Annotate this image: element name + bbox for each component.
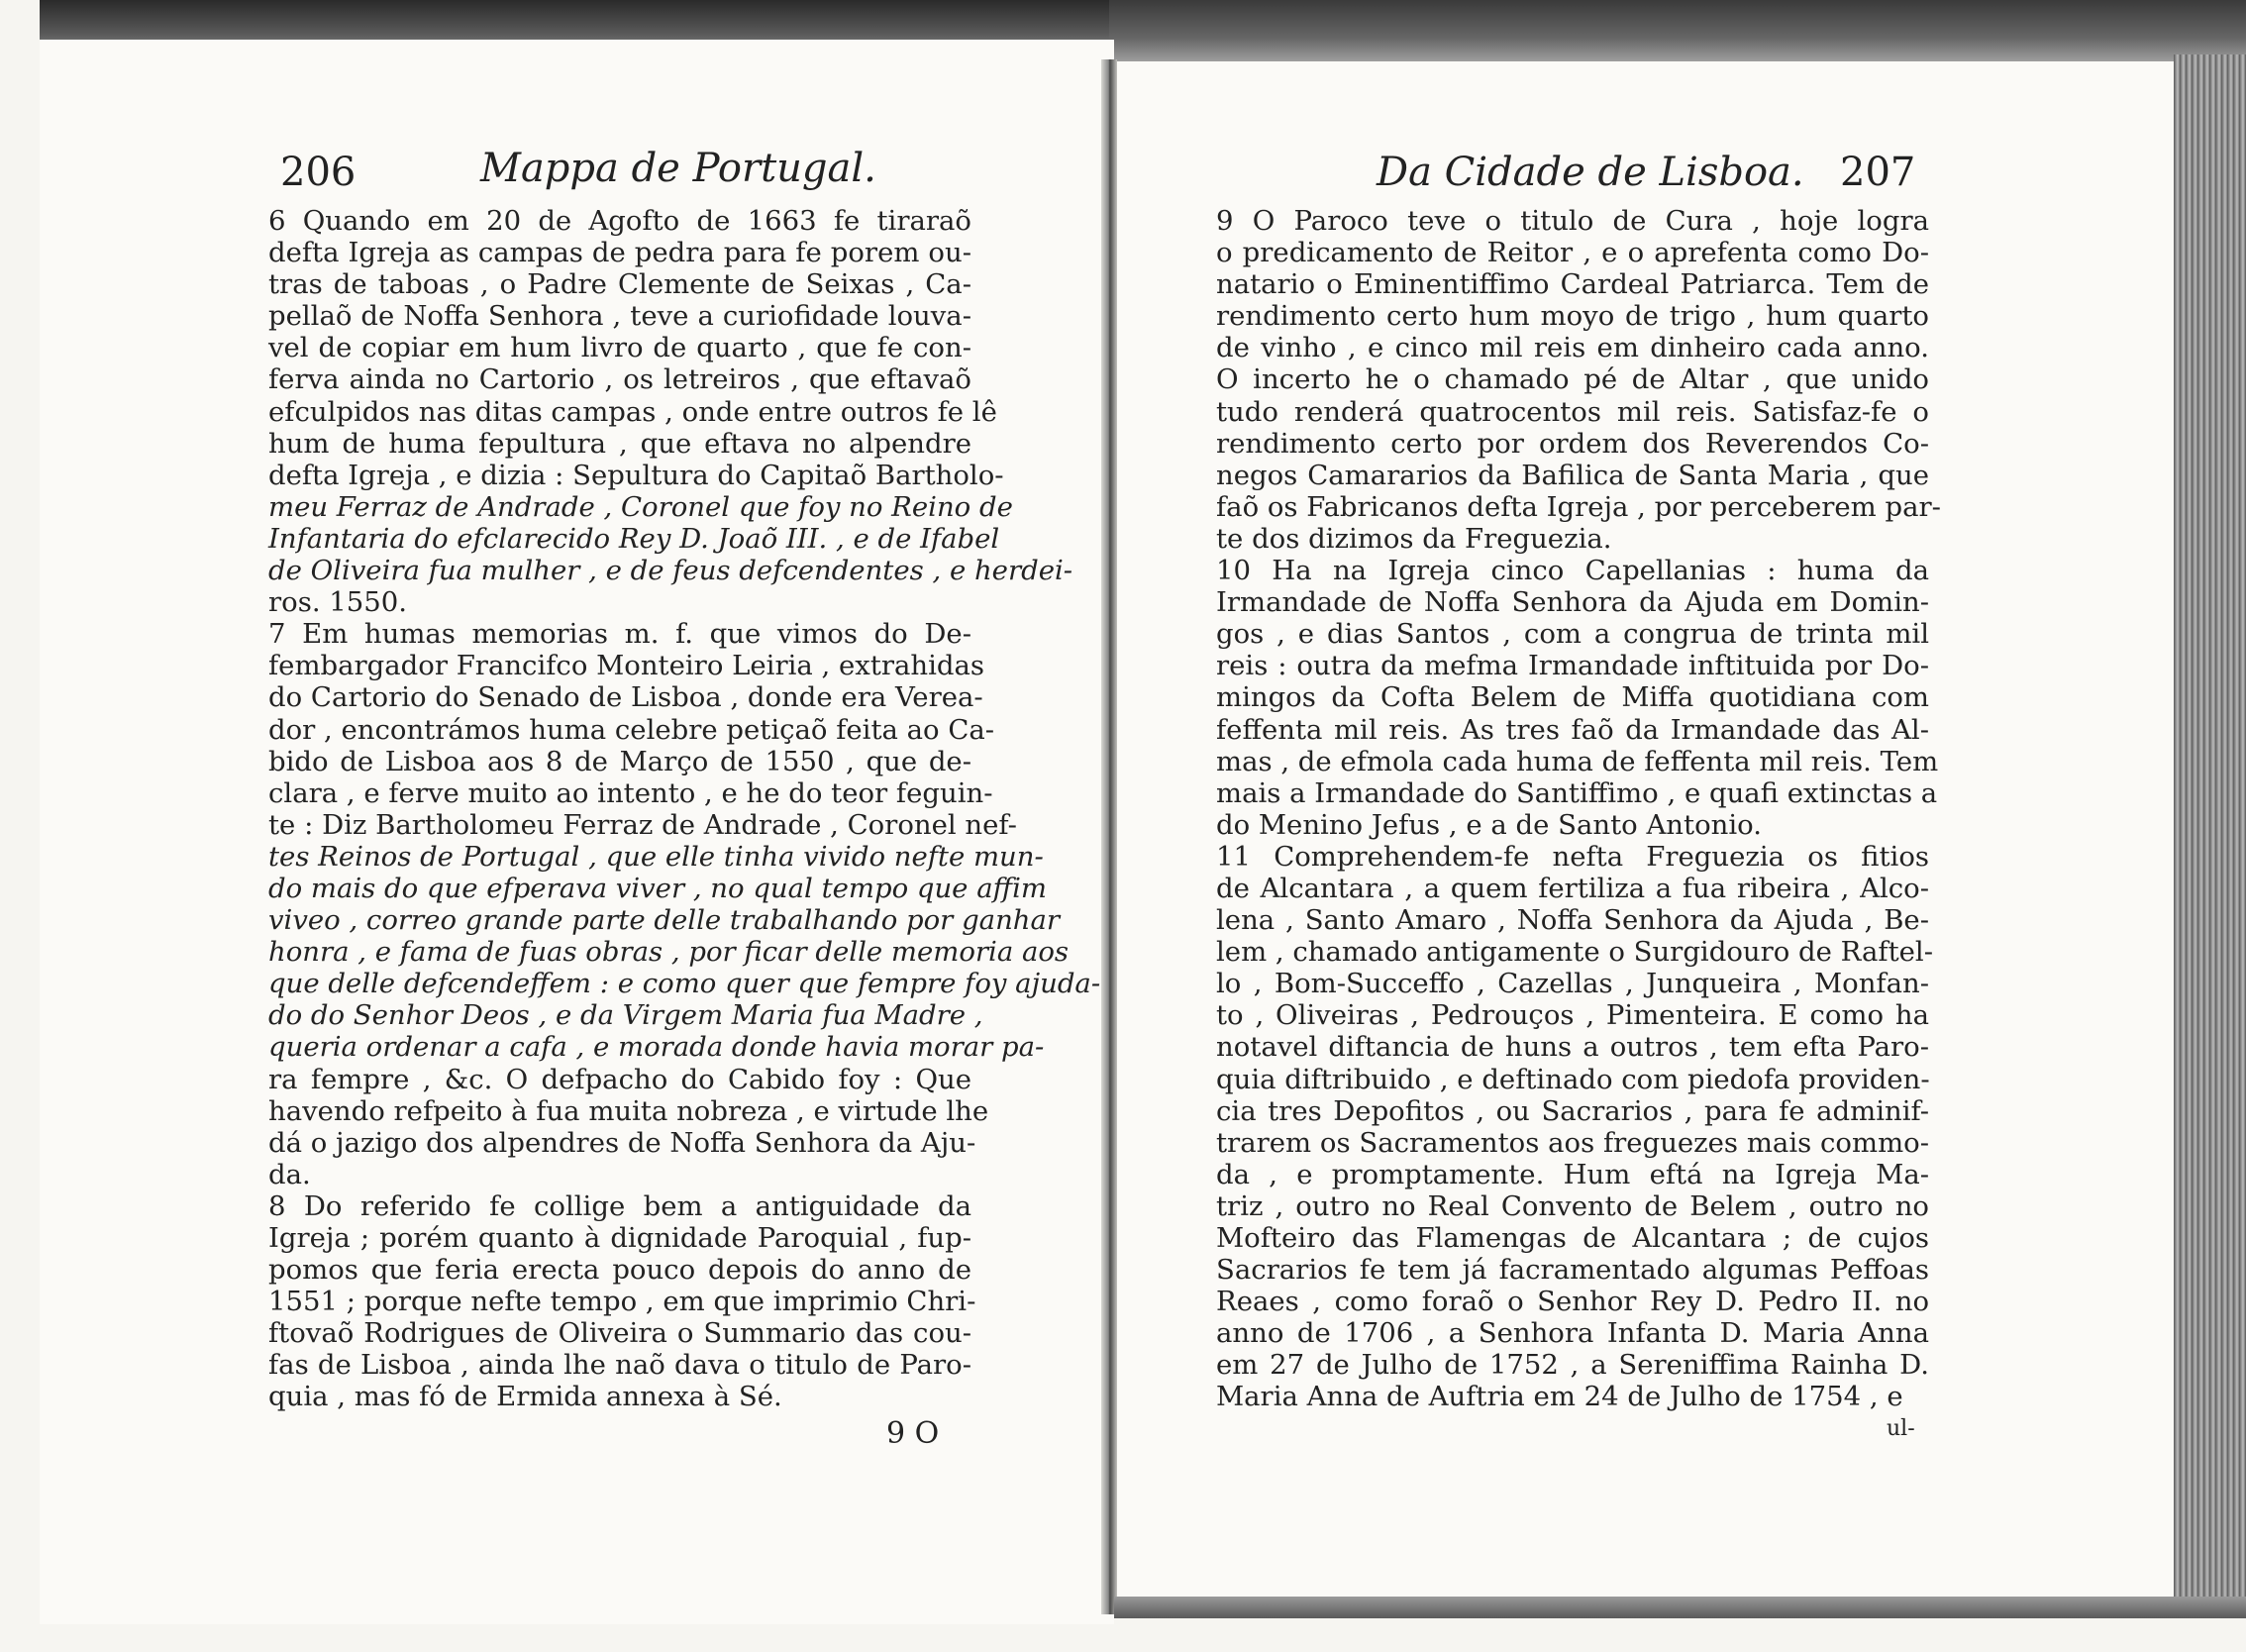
text-line: mingos da Cofta Belem de Miffa quotidiana com [1216,681,1929,714]
text-line: Irmandade de Noffa Senhora da Ajuda em Domin- [1216,586,1929,619]
book-gutter [1101,59,1117,1614]
text-line: rendimento certo hum moyo de trigo , hum quarto [1216,300,1929,333]
scan-bottom-shadow [1114,1597,2246,1618]
text-line: mas , de efmola cada huma de feffenta mil reis. Tem [1216,745,1939,777]
text-line: que delle defcendeffem : e como quer que fempre foy ajuda- [268,968,1101,1000]
text-line: 6 Quando em 20 de Agofto de 1663 fe tiraraõ [268,205,971,237]
text-line: dá o jazigo dos alpendres de Noffa Senhora da Aju- [268,1126,976,1159]
text-line: triz , outro no Real Convento de Belem , outro no [1216,1189,1929,1222]
text-line: efculpidos nas ditas campas , onde entre outros fe lê [268,395,997,428]
text-line: havendo refpeito à fua muita nobreza , e virtude lhe [268,1094,989,1127]
text-line: lo , Bom-Succeffo , Cazellas , Junqueira , Monfan- [1216,968,1929,1000]
text-line: anno de 1706 , a Senhora Infanta D. Maria Anna [1216,1317,1929,1350]
text-line: queria ordenar a cafa , e morada donde havia morar pa- [268,1031,1045,1064]
text-line: defta Igreja as campas de pedra para fe porem ou- [268,237,971,269]
page-fore-edge [2174,54,2246,1614]
text-line: 7 Em humas memorias m. f. que vimos do De- [268,618,971,651]
text-line: quia , mas fó de Ermida annexa à Sé. [268,1381,782,1413]
text-line: bido de Lisboa aos 8 de Março de 1550 , que de- [268,745,971,777]
text-line: te : Diz Bartholomeu Ferraz de Andrade , Coronel nef- [268,808,1017,841]
right-page-number: 207 [1840,150,1916,195]
left-text-column [268,205,1101,1413]
text-line: ftovaõ Rodrigues de Oliveira o Summario das cou- [268,1317,971,1350]
text-line: mais a Irmandade do Santiffimo , e quafi extinctas a [1216,776,1938,809]
text-line: trarem os Sacramentos aos freguezes mais commo- [1216,1126,1929,1159]
right-text-column [1216,205,1941,1413]
text-line: Reaes , como foraõ o Senhor Rey D. Pedro II. no [1216,1286,1929,1318]
text-line: 10 Ha na Igreja cinco Capellanias : huma da [1216,555,1929,587]
left-running-title: Mappa de Portugal. [480,146,876,191]
text-line: ferva ainda no Cartorio , os letreiros , que eftavaõ [268,363,971,396]
text-line: quia diftribuido , e deftinado com piedofa providen- [1216,1063,1930,1095]
text-line: clara , e ferve muito ao intento , e he do teor feguin- [268,776,993,809]
text-line: fas de Lisboa , ainda lhe naõ dava o titulo de Paro- [268,1349,971,1382]
text-line: to , Oliveiras , Pedrouços , Pimenteira. E como ha [1216,999,1929,1032]
text-line: pellaõ de Noffa Senhora , teve a curiofidade louva- [268,300,971,333]
text-line: 9 O Paroco teve o titulo de Cura , hoje logra [1216,205,1929,237]
text-line: de Alcantara , a quem fertiliza a fua ribeira , Alco- [1216,872,1929,904]
left-page-number: 206 [280,150,357,195]
text-line: Igreja ; porém quanto à dignidade Paroquial , fup- [268,1222,971,1254]
text-line: faõ os Fabricanos defta Igreja , por perceberem par- [1216,490,1941,523]
text-line: hum de huma fepultura , que eftava no alpendre [268,427,971,460]
text-line: viveo , correo grande parte delle trabalhando por ganhar [268,904,1061,937]
text-line: ros. 1550. [268,586,408,619]
text-line: gos , e dias Santos , com a congrua de trinta mil [1216,618,1929,651]
text-line: natario o Eminentiffimo Cardeal Patriarca. Tem de [1216,268,1929,301]
text-line: 8 Do referido fe collige bem a antiguidade da [268,1189,971,1222]
text-line: 1551 ; porque nefte tempo , em que imprimio Chri- [268,1286,976,1318]
text-line: tudo renderá quatrocentos mil reis. Satisfaz-fe o [1216,395,1929,428]
text-line: de Oliveira fua mulher , e de feus defcendentes , e herdei- [268,555,1073,587]
text-line: Maria Anna de Auftria em 24 de Julho de 1754 , e [1216,1381,1903,1413]
text-line: dor , encontrámos huma celebre petiçaõ feita ao Ca- [268,713,995,746]
text-line: Mofteiro das Flamengas de Alcantara ; de cujos [1216,1222,1929,1254]
right-catchword: ul- [1887,1416,1915,1441]
text-line: tras de taboas , o Padre Clemente de Seixas , Ca- [268,268,971,301]
text-line: feffenta mil reis. As tres faõ da Irmandade das Al- [1216,713,1929,746]
text-line: ra fempre , &c. O defpacho do Cabido foy : Que [268,1063,971,1095]
text-line: pomos que feria erecta pouco depois do anno de [268,1254,971,1287]
text-line: em 27 de Julho de 1752 , a Sereniffima Rainha D. [1216,1349,1929,1382]
text-line: do Cartorio do Senado de Lisboa , donde era Verea- [268,681,983,714]
text-line: do Menino Jefus , e a de Santo Antonio. [1216,808,1762,841]
left-catchword: 9 O [886,1416,940,1451]
text-line: defta Igreja , e dizia : Sepultura do Capitaõ Bartholo- [268,459,1004,491]
text-line: O incerto he o chamado pé de Altar , que unido [1216,363,1929,396]
text-line: fembargador Francifco Monteiro Leiria , extrahidas [268,650,985,682]
text-line: tes Reinos de Portugal , que elle tinha vivido nefte mun- [268,840,1044,873]
text-line: Sacrarios fe tem já facramentado algumas Peffoas [1216,1254,1929,1287]
text-line: 11 Comprehendem-fe nefta Freguezia os fitios [1216,840,1929,873]
text-line: rendimento certo por ordem dos Reverendos Co- [1216,427,1929,460]
text-line: da. [268,1158,311,1190]
text-line: Infantaria do efclarecido Rey D. Joaõ III. , e de Ifabel [268,522,1000,555]
text-line: o predicamento de Reitor , e o aprefenta como Do- [1216,237,1929,269]
text-line: notavel diftancia de huns a outros , tem efta Paro- [1216,1031,1929,1064]
scan-top-shadow-right [1109,0,2246,69]
text-line: reis : outra da mefma Irmandade inftituida por Do- [1216,650,1929,682]
text-line: honra , e fama de fuas obras , por ficar delle memoria aos [268,936,1070,969]
text-line: do mais do que efperava viver , no qual tempo que affim [268,872,1047,904]
text-line: lena , Santo Amaro , Noffa Senhora da Ajuda , Be- [1216,904,1929,937]
text-line: te dos dizimos da Freguezia. [1216,522,1612,555]
text-line: vel de copiar em hum livro de quarto , que fe con- [268,332,971,364]
right-running-title: Da Cidade de Lisboa. [1377,150,1804,195]
text-line: meu Ferraz de Andrade , Coronel que foy no Reino de [268,490,1013,523]
text-line: do do Senhor Deos , e da Virgem Maria fua Madre , [268,999,983,1032]
text-line: cia tres Depofitos , ou Sacrarios , para fe adminif- [1216,1094,1929,1127]
text-line: da , e promptamente. Hum eftá na Igreja Ma- [1216,1158,1929,1190]
text-line: negos Camararios da Bafilica de Santa Maria , que [1216,459,1929,491]
text-line: de vinho , e cinco mil reis em dinheiro cada anno. [1216,332,1929,364]
text-line: lem , chamado antigamente o Surgidouro de Raftel- [1216,936,1933,969]
